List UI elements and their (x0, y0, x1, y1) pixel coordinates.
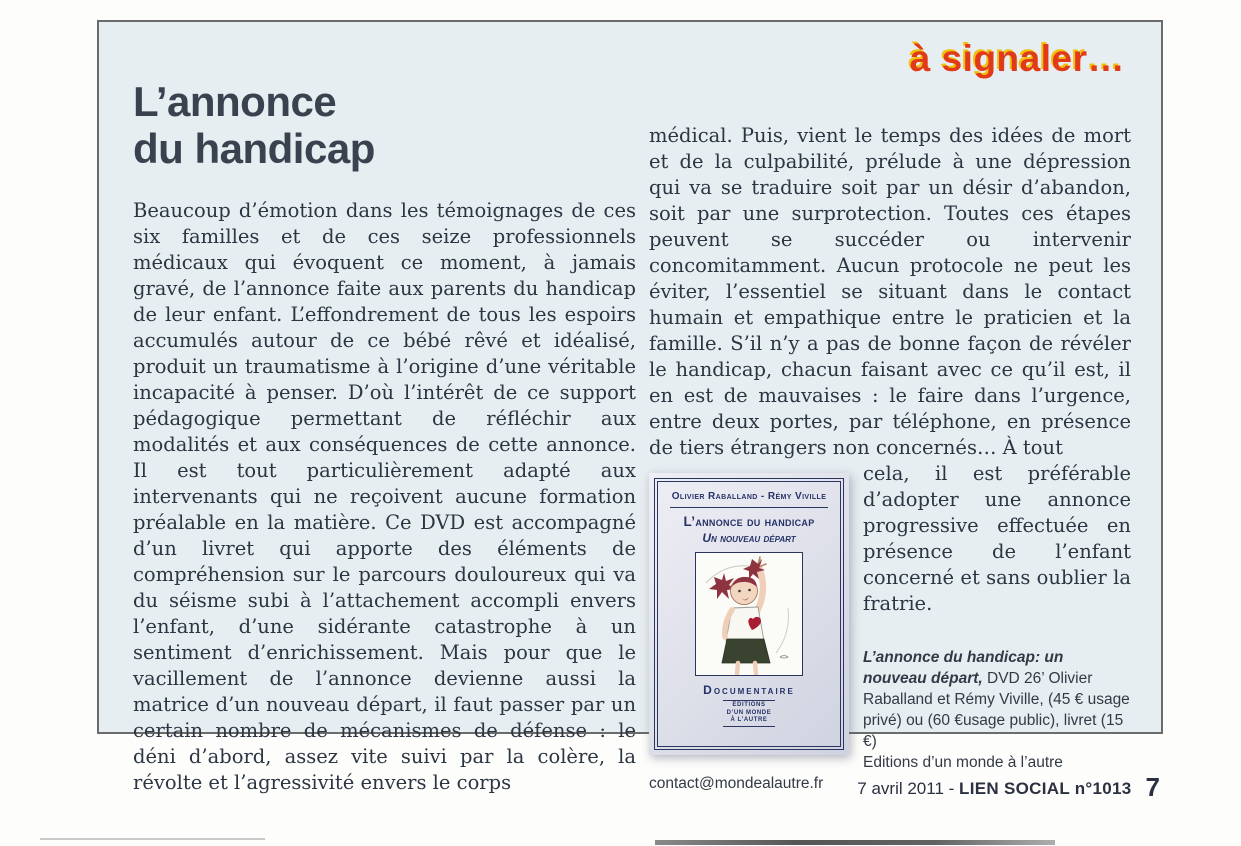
dvd-illustration (695, 552, 803, 676)
article-title-line2: du handicap (133, 125, 375, 173)
caption-contact-email: contact@mondealautre.fr (649, 775, 824, 792)
dvd-cover-frame (654, 478, 844, 750)
dvd-subtitle: Un nouveau départ (702, 531, 796, 545)
scan-artifact-line (40, 838, 265, 840)
right-column-text-top: médical. Puis, vient le temps des idées de mort et de la culpabilité, prélude à une dépression qui va se traduire soit par un désir d’abandon, soit par une surprotection. Toutes ces étapes peuvent se succéder ou intervenir concomitamment. Aucun protocole ne peut les éviter, l’essentiel se situant dans le contact humain et empathique entre le praticien et la famille. S’il n’y a pas de bonne façon de révéler le handicap, chacun faisant avec ce qu’il est, il en est de mauvaises : le faire dans l’urgence, entre deux portes, par téléphone, en présence de tiers étrangers non concernés… À tout (649, 124, 1131, 459)
footer-date: 7 avril 2011 (857, 779, 944, 798)
dvd-title: L’annonce du handicap (683, 514, 815, 529)
article-right-column (649, 123, 1131, 794)
article-title (133, 78, 375, 172)
page-footer: 7 avril 2011 - LIEN SOCIAL n°1013 7 (857, 772, 1160, 802)
section-label: à signaler… (909, 38, 1125, 79)
dvd-authors: Olivier Raballand - Rémy Viville (671, 491, 827, 502)
dvd-publisher-logo: ÉDITIONS D’UN MONDE À L’AUTRE (723, 700, 776, 727)
dvd-rule-line (670, 507, 828, 508)
right-column-lower (649, 461, 1131, 794)
dvd-cover (649, 473, 849, 755)
caption-title: L’annonce du handicap: un nouveau départ, (863, 649, 1064, 687)
caption-publisher: Editions d’un monde à l’autre (863, 754, 1063, 771)
article-title-line1: L’annonce (133, 78, 337, 125)
dvd-genre-label: Documentaire (703, 683, 795, 697)
article-left-column: Beaucoup d’émotion dans les témoignages de ces six familles et de ces seize professionnels médicaux qui évoquent ce moment, à jamais gravé, de l’annonce faite aux parents du handicap de leur enfant. L’effondrement de tous les espoirs accumulés autour de ce bébé rêvé et idéalisé, produit un traumatisme à l’origine d’une véritable incapacité à penser. D’où l’intérêt de ce support pédagogique permettant de réfléchir aux modalités et aux conséquences de cette annonce. Il est tout particulièrement adapté aux intervenants qui ne reçoivent aucune formation préalable en la matière. Ce DVD est accompagné d’un livret qui apporte des éléments de compréhension sur le parcours douloureux qui va du séisme subi à l’attachement accompli envers l’enfant, d’une sidérante catastrophe à un sentiment d’enrichissement. Mais pour que le vacillement de l’annonce devienne aussi la matrice d’un nouveau départ, il faut passer par un certain nombre de mécanismes de défense : le déni d’abord, assez vite suivi par la colère, la révolte et l’agressivité envers le corps (133, 199, 636, 794)
footer-page-number: 7 (1145, 772, 1160, 802)
right-column-text-wrapped: cela, il est préférable d’adopter une annonce progressive effectuée en présence de l’enfant concerné et sans oublier la fratrie. (863, 462, 1131, 615)
footer-journal-issue: LIEN SOCIAL n°1013 (959, 779, 1132, 798)
girl-drawing-icon (696, 553, 802, 675)
scan-artifact-bar (655, 840, 1055, 845)
caption-details: DVD 26’ Olivier Raballand et Rémy Viville, (45 € usage privé) ou (60 €usage public), livret (15 €) (863, 670, 1130, 750)
